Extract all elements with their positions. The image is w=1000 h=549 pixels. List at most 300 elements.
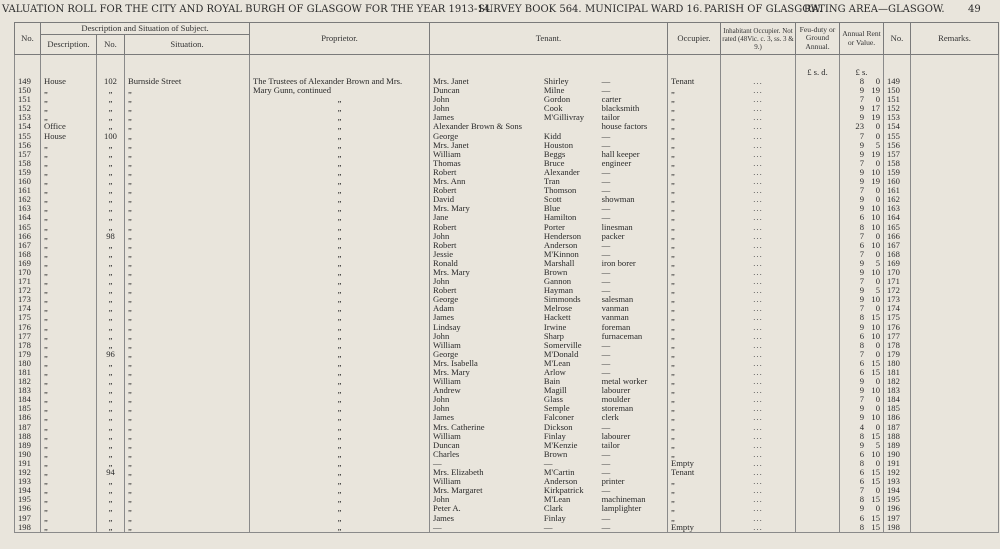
tenant-surname: Falconer	[543, 413, 574, 423]
street-number: „	[97, 395, 125, 404]
subject-description: „	[41, 350, 97, 359]
tenant	[430, 413, 668, 422]
tenant-occupation: —	[601, 131, 611, 141]
situation: „	[125, 486, 250, 495]
col-rent-header: Annual Rent or Value.	[840, 23, 884, 55]
situation: „	[125, 195, 250, 204]
tenant-surname: Tran	[543, 177, 560, 187]
col-inhabitant-header: Inhabitant Occupier. Not rated (48Vic. c. 3, ss. 3 & 9.)	[721, 23, 796, 55]
tenant-occupation: —	[601, 140, 611, 150]
proprietor-text: Mary Gunn, continued	[253, 86, 332, 96]
table-row	[15, 295, 999, 304]
table-row	[15, 277, 999, 286]
entry-number-right: 193	[884, 477, 911, 486]
annual-rent	[840, 523, 884, 533]
proprietor	[250, 368, 430, 377]
annual-rent	[840, 223, 884, 232]
tenant-occupation: packer	[601, 231, 625, 241]
proprietor-text: „	[337, 167, 342, 177]
tenant-occupation: —	[601, 204, 611, 214]
occupier: „	[668, 395, 721, 404]
inhabitant-occupier: ...	[721, 277, 796, 286]
subject-description: „	[41, 323, 97, 332]
entry-number-right: 173	[884, 295, 911, 304]
tenant-surname: Bain	[543, 377, 561, 387]
annual-rent	[840, 432, 884, 441]
entry-number-right: 157	[884, 150, 911, 159]
tenant-occupation: labourer	[601, 386, 631, 396]
rent-shillings: 0	[875, 186, 880, 196]
annual-rent	[840, 195, 884, 204]
tenant-first-name: Mrs. Isabella	[433, 358, 478, 368]
proprietor	[250, 404, 430, 413]
entry-number: 186	[15, 413, 41, 422]
tenant-first-name: William	[433, 149, 461, 159]
tenant	[430, 213, 668, 222]
situation: „	[125, 386, 250, 395]
subject-description: „	[41, 295, 97, 304]
occupier: „	[668, 268, 721, 277]
tenant	[430, 486, 668, 495]
situation: „	[125, 432, 250, 441]
situation: „	[125, 259, 250, 268]
annual-rent	[840, 122, 884, 131]
entry-number: 189	[15, 441, 41, 450]
street-number: „	[97, 159, 125, 168]
remarks	[911, 132, 999, 141]
entry-number-right: 176	[884, 323, 911, 332]
entry-number: 187	[15, 423, 41, 432]
situation: „	[125, 232, 250, 241]
annual-rent	[840, 77, 884, 86]
roll-title: VALUATION ROLL FOR THE CITY AND ROYAL BURGH OF GLASGOW FOR THE YEAR 1913-14.	[2, 4, 494, 15]
tenant	[430, 241, 668, 250]
tenant-occupation: tailor	[601, 440, 620, 450]
rent-shillings: 0	[875, 249, 880, 259]
annual-rent	[840, 341, 884, 350]
rent-pounds: 9	[859, 440, 864, 450]
proprietor	[250, 495, 430, 504]
entry-number: 176	[15, 323, 41, 332]
table-row	[15, 395, 999, 404]
proprietor	[250, 113, 430, 122]
remarks	[911, 295, 999, 304]
tenant	[430, 386, 668, 395]
proprietor-text: „	[337, 240, 342, 250]
situation: „	[125, 368, 250, 377]
situation: „	[125, 304, 250, 313]
subject-description: „	[41, 150, 97, 159]
entry-number-right: 181	[884, 368, 911, 377]
tenant-occupation: —	[601, 486, 611, 496]
street-number: „	[97, 377, 125, 386]
annual-rent	[840, 95, 884, 104]
rent-shillings: 15	[871, 477, 880, 487]
entry-number-right: 198	[884, 523, 911, 533]
rent-shillings: 15	[871, 522, 880, 532]
entry-number: 161	[15, 186, 41, 195]
entry-number-right: 171	[884, 277, 911, 286]
tenant-surname: Hackett	[543, 313, 571, 323]
annual-rent	[840, 359, 884, 368]
feu-duty	[796, 386, 840, 395]
proprietor	[250, 350, 430, 359]
proprietor	[250, 286, 430, 295]
tenant	[430, 441, 668, 450]
entry-number-right: 153	[884, 113, 911, 122]
rent-shillings: 0	[875, 422, 880, 432]
proprietor-text: „	[337, 413, 342, 423]
table-row	[15, 504, 999, 513]
inhabitant-occupier: ...	[721, 295, 796, 304]
remarks	[911, 341, 999, 350]
remarks	[911, 377, 999, 386]
entry-number-right: 162	[884, 195, 911, 204]
street-number: „	[97, 259, 125, 268]
situation: „	[125, 477, 250, 486]
table-row	[15, 313, 999, 322]
rent-shillings: 0	[875, 404, 880, 414]
rent-pounds: 8	[859, 495, 864, 505]
proprietor	[250, 241, 430, 250]
proprietor	[250, 468, 430, 477]
remarks	[911, 359, 999, 368]
entry-number: 158	[15, 159, 41, 168]
subject-description: „	[41, 104, 97, 113]
inhabitant-occupier: ...	[721, 204, 796, 213]
remarks	[911, 368, 999, 377]
rent-pounds: 9	[859, 140, 864, 150]
tenant-surname: Beggs	[543, 149, 566, 159]
tenant-occupation: vanman	[601, 313, 629, 323]
feu-duty	[796, 495, 840, 504]
tenant-first-name: Adam	[433, 304, 455, 314]
tenant-first-name: John	[433, 495, 450, 505]
entry-number-right: 156	[884, 141, 911, 150]
tenant-surname: Shirley	[543, 77, 569, 86]
rent-pounds: 9	[859, 167, 864, 177]
tenant-surname: Gordon	[543, 95, 571, 105]
tenant-surname: Sharp	[543, 331, 564, 341]
occupier: „	[668, 386, 721, 395]
page-number: 49	[968, 4, 981, 15]
subject-description: „	[41, 286, 97, 295]
tenant	[430, 113, 668, 122]
tenant	[430, 341, 668, 350]
proprietor-text: „	[337, 140, 342, 150]
tenant-first-name: —	[433, 522, 442, 532]
table-row	[15, 122, 999, 131]
tenant	[430, 232, 668, 241]
entry-number: 159	[15, 168, 41, 177]
tenant	[430, 195, 668, 204]
tenant-surname: Semple	[543, 404, 570, 414]
table-row	[15, 386, 999, 395]
entry-number: 167	[15, 241, 41, 250]
occupier: „	[668, 313, 721, 322]
tenant-first-name: James	[433, 313, 455, 323]
entry-number-right: 179	[884, 350, 911, 359]
remarks	[911, 450, 999, 459]
tenant-occupation: —	[601, 358, 611, 368]
rent-shillings: 10	[871, 204, 880, 214]
inhabitant-occupier: ...	[721, 441, 796, 450]
rating-area: RATING AREA—GLASGOW.	[804, 4, 945, 15]
entry-number: 160	[15, 177, 41, 186]
annual-rent	[840, 259, 884, 268]
street-number: „	[97, 341, 125, 350]
tenant-occupation: —	[601, 167, 611, 177]
feu-duty	[796, 304, 840, 313]
feu-duty	[796, 477, 840, 486]
feu-duty	[796, 368, 840, 377]
entry-number: 190	[15, 450, 41, 459]
tenant	[430, 159, 668, 168]
col-description-group-header: Description and Situation of Subject.	[41, 23, 250, 35]
tenant-first-name: Robert	[433, 222, 457, 232]
rent-pounds: 9	[859, 86, 864, 96]
annual-rent	[840, 332, 884, 341]
occupier: Tenant	[668, 468, 721, 477]
entry-number: 191	[15, 459, 41, 468]
rent-shillings: 5	[875, 258, 880, 268]
proprietor-text: „	[337, 486, 342, 496]
subject-description: „	[41, 477, 97, 486]
occupier: „	[668, 377, 721, 386]
proprietor	[250, 168, 430, 177]
tenant-occupation: blacksmith	[601, 104, 640, 114]
entry-number-right: 149	[884, 77, 911, 86]
tenant-occupation: —	[601, 249, 611, 259]
remarks	[911, 523, 999, 533]
tenant-first-name: David	[433, 195, 455, 205]
tenant	[430, 495, 668, 504]
subject-description: „	[41, 186, 97, 195]
proprietor-text: „	[337, 522, 342, 532]
occupier: „	[668, 86, 721, 95]
occupier: „	[668, 168, 721, 177]
annual-rent	[840, 404, 884, 413]
inhabitant-occupier: ...	[721, 350, 796, 359]
tenant-occupation: —	[601, 277, 611, 287]
rent-pounds: 7	[859, 277, 864, 287]
entry-number: 152	[15, 104, 41, 113]
municipal-ward: MUNICIPAL WARD 16.	[585, 4, 703, 15]
table-row	[15, 404, 999, 413]
tenant-first-name: Robert	[433, 167, 457, 177]
occupier: „	[668, 195, 721, 204]
rent-shillings: 10	[871, 449, 880, 459]
street-number: „	[97, 523, 125, 533]
remarks	[911, 395, 999, 404]
entry-number: 162	[15, 195, 41, 204]
tenant	[430, 268, 668, 277]
tenant	[430, 168, 668, 177]
street-number: „	[97, 404, 125, 413]
annual-rent	[840, 323, 884, 332]
subject-description: „	[41, 413, 97, 422]
remarks	[911, 504, 999, 513]
occupier: „	[668, 104, 721, 113]
street-number: „	[97, 250, 125, 259]
proprietor-text: „	[337, 267, 342, 277]
proprietor-text: „	[337, 422, 342, 432]
rent-pounds: 8	[859, 340, 864, 350]
situation: „	[125, 295, 250, 304]
entry-number: 169	[15, 259, 41, 268]
entry-number: 184	[15, 395, 41, 404]
subject-description: „	[41, 341, 97, 350]
feu-duty	[796, 450, 840, 459]
rent-shillings: 15	[871, 368, 880, 377]
annual-rent	[840, 441, 884, 450]
tenant-first-name: George	[433, 349, 459, 359]
tenant-first-name: James	[433, 413, 455, 423]
street-number: „	[97, 368, 125, 377]
proprietor	[250, 504, 430, 513]
rent-pounds: 7	[859, 395, 864, 405]
feu-duty	[796, 514, 840, 523]
remarks	[911, 495, 999, 504]
table-row	[15, 323, 999, 332]
entry-number-right: 188	[884, 432, 911, 441]
rent-shillings: 15	[871, 495, 880, 505]
street-number: 94	[97, 468, 125, 477]
entry-number: 150	[15, 86, 41, 95]
entry-number-right: 175	[884, 313, 911, 322]
proprietor	[250, 141, 430, 150]
annual-rent	[840, 250, 884, 259]
remarks	[911, 404, 999, 413]
table-row	[15, 441, 999, 450]
tenant	[430, 359, 668, 368]
subject-description: „	[41, 423, 97, 432]
situation: „	[125, 413, 250, 422]
table-row	[15, 77, 999, 86]
subject-description: „	[41, 259, 97, 268]
rent-pounds: 7	[859, 249, 864, 259]
inhabitant-occupier: ...	[721, 286, 796, 295]
tenant-occupation: engineer	[601, 158, 632, 168]
occupier: „	[668, 350, 721, 359]
inhabitant-occupier: ...	[721, 132, 796, 141]
remarks	[911, 195, 999, 204]
occupier: „	[668, 95, 721, 104]
street-number: „	[97, 459, 125, 468]
entry-number: 172	[15, 286, 41, 295]
table-row	[15, 150, 999, 159]
situation: „	[125, 168, 250, 177]
annual-rent	[840, 313, 884, 322]
subject-description: „	[41, 213, 97, 222]
street-number: 96	[97, 350, 125, 359]
feu-duty	[796, 141, 840, 150]
tenant	[430, 223, 668, 232]
tenant-first-name: John	[433, 95, 450, 105]
tenant-surname: M'Kenzie	[543, 440, 578, 450]
occupier: „	[668, 332, 721, 341]
entry-number: 153	[15, 113, 41, 122]
inhabitant-occupier: ...	[721, 395, 796, 404]
subject-description: „	[41, 486, 97, 495]
feu-duty	[796, 95, 840, 104]
tenant	[430, 132, 668, 141]
inhabitant-occupier: ...	[721, 241, 796, 250]
tenant	[430, 350, 668, 359]
annual-rent	[840, 286, 884, 295]
tenant-surname: Brown	[543, 267, 568, 277]
proprietor	[250, 477, 430, 486]
entry-number: 173	[15, 295, 41, 304]
tenant	[430, 95, 668, 104]
rent-shillings: 15	[871, 358, 880, 368]
inhabitant-occupier: ...	[721, 468, 796, 477]
subject-description: „	[41, 277, 97, 286]
rent-shillings: 0	[875, 486, 880, 496]
entry-number: 165	[15, 223, 41, 232]
subject-description: „	[41, 514, 97, 523]
table-row	[15, 459, 999, 468]
tenant-occupation: linesman	[601, 222, 633, 232]
proprietor-text: „	[337, 377, 342, 387]
annual-rent	[840, 514, 884, 523]
remarks	[911, 141, 999, 150]
street-number: „	[97, 441, 125, 450]
tenant	[430, 204, 668, 213]
inhabitant-occupier: ...	[721, 122, 796, 131]
col-description-header: Description.	[41, 35, 97, 55]
proprietor-text: „	[337, 131, 342, 141]
rent-pounds: 7	[859, 186, 864, 196]
occupier: „	[668, 323, 721, 332]
inhabitant-occupier: ...	[721, 359, 796, 368]
subject-description: „	[41, 223, 97, 232]
remarks	[911, 150, 999, 159]
feu-duty	[796, 332, 840, 341]
inhabitant-occupier: ...	[721, 323, 796, 332]
subject-description: „	[41, 504, 97, 513]
inhabitant-occupier: ...	[721, 232, 796, 241]
feu-duty	[796, 523, 840, 533]
street-number: „	[97, 195, 125, 204]
proprietor	[250, 323, 430, 332]
subject-description: „	[41, 241, 97, 250]
proprietor	[250, 213, 430, 222]
tenant-occupation: —	[601, 349, 611, 359]
table-row	[15, 368, 999, 377]
situation: „	[125, 104, 250, 113]
remarks	[911, 113, 999, 122]
occupier: „	[668, 277, 721, 286]
entry-number: 149	[15, 77, 41, 86]
feu-duty	[796, 441, 840, 450]
remarks	[911, 332, 999, 341]
occupier: „	[668, 295, 721, 304]
inhabitant-occupier: ...	[721, 168, 796, 177]
remarks	[911, 241, 999, 250]
situation: „	[125, 495, 250, 504]
situation: „	[125, 286, 250, 295]
street-number: „	[97, 359, 125, 368]
rent-pounds: 6	[859, 240, 864, 250]
annual-rent	[840, 104, 884, 113]
subject-description: „	[41, 468, 97, 477]
feu-duty	[796, 268, 840, 277]
proprietor	[250, 250, 430, 259]
tenant-occupation: storeman	[601, 404, 634, 414]
annual-rent	[840, 241, 884, 250]
subject-description: „	[41, 523, 97, 533]
